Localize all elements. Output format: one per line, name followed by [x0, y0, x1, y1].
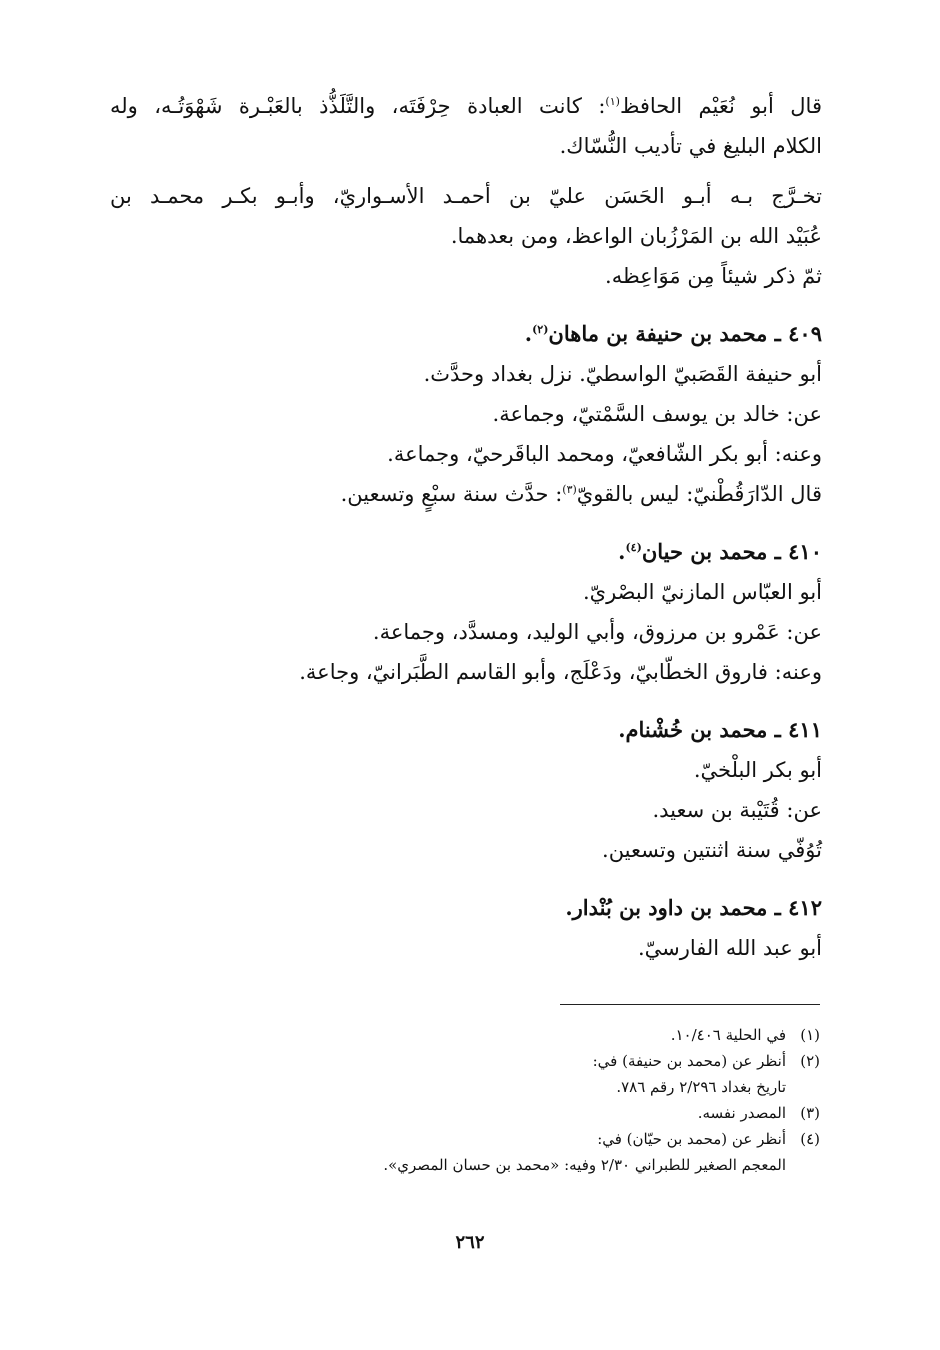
entry-410-line: عن: عَمْرو بن مرزوق، وأبي الوليد، ومسدَّد، وجماعة.: [372, 620, 822, 644]
footnote-ref-2: (٢): [532, 323, 549, 336]
footnote-ref-3: (٣): [562, 483, 577, 496]
page-number: ٢٦٢: [455, 1232, 485, 1253]
entry-409-last-line: قال الدّارَقُطْنيّ: ليس بالقويّ$^{(٣)}$: حدَّث سنة سبْعٍ وتسعين.: [340, 482, 822, 506]
footnote: (٢) أنظر عن (محمد بن حنيفة) في:: [592, 1052, 820, 1070]
entry-409-line: وعنه: أبو بكر الشّافعيّ، ومحمد الباقَرحيّ، وجماعة.: [387, 442, 822, 466]
footnote: (٣) المصدر نفسه.: [697, 1104, 820, 1122]
footnote: المعجم الصغير للطبراني ٢/٣٠ وفيه: «محمد بن حسان المصري».: [383, 1156, 786, 1174]
footnote: تاريخ بغداد ٢/٢٩٦ رقم ٧٨٦.: [616, 1078, 786, 1096]
entry-411-line: أبو بكر البلْخيّ.: [693, 758, 822, 782]
entry-410-line: أبو العبّاس المازنيّ البصْريّ.: [582, 580, 822, 604]
footnote: (١) في الحلية ١٠/٤٠٦.: [670, 1026, 820, 1044]
entry-411-line: تُوُفّي سنة اثنتين وتسعين.: [602, 838, 822, 862]
entry-409-line: أبو حنيفة القَصَبيّ الواسطيّ. نزل بغداد وحدَّث.: [423, 362, 822, 386]
entry-411-heading: ٤١١ ـ محمد بن خُشْنام.: [618, 717, 822, 742]
main-text: [110, 86, 822, 968]
entry-412-line: أبو عبد الله الفارسيّ.: [637, 936, 822, 960]
footnote-separator: [560, 1004, 820, 1005]
intro-paragraph-2-line-2: عُبَيْد الله بن المَرْزُبان الواعظ، ومن بعدهما.: [450, 224, 822, 248]
entry-409-heading: ٤٠٩ ـ محمد بن حنيفة بن ماهان$^{(٢)}$.: [524, 321, 822, 346]
entry-410-heading: ٤١٠ ـ محمد بن حيان$^{(٤)}$.: [618, 539, 822, 564]
footnote: (٤) أنظر عن (محمد بن حيّان) في:: [597, 1130, 820, 1148]
entry-410-line: وعنه: فاروق الخطّابيّ، ودَعْلَج، وأبو القاسم الطَّبَرانيّ، وجاعة.: [299, 660, 822, 684]
entry-411-line: عن: قُتَيْبة بن سعيد.: [652, 798, 822, 822]
intro-paragraph-1-line-2: الكلام البليغ في تأديب النُّسّاك.: [559, 134, 822, 158]
entry-412-heading: ٤١٢ ـ محمد بن داود بن بُنْدار.: [565, 895, 822, 920]
intro-paragraph-2-line-1: تخـرَّج بـه أبـو الحَسَن عليّ بن أحمـد الأسـواريّ، وأبـو بكـر محمـد بن: [110, 184, 822, 208]
intro-paragraph-1-line-1: قال أبو نُعَيْم الحافظ$^{(١)}$: كانت العبادة حِرْفَتَه، والتَّلَذُّذ بالعَبْـرة شَهْوَتُـه، وله: [110, 94, 822, 118]
footnote-ref-4: (٤): [625, 541, 642, 554]
intro-paragraph-3: ثمّ ذكر شيئاً مِن مَوَاعِظه.: [605, 264, 822, 288]
footnotes: [120, 1022, 820, 1178]
footnote-ref-1: (١): [605, 95, 620, 108]
entry-409-line: عن: خالد بن يوسف السَّمْتيّ، وجماعة.: [492, 402, 822, 426]
